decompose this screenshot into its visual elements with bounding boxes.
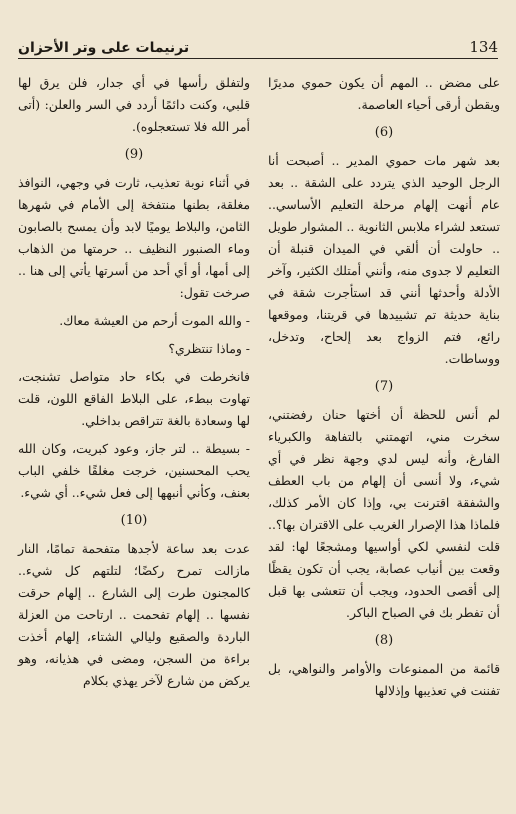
right-column bbox=[268, 72, 500, 806]
paragraph: ولتفلق رأسها في أي جدار، فلن يرق لها قلبي، وكنت دائمًا أردد في السر والعلن: (أتى أمر الله فلا تستعجلوه). bbox=[18, 75, 250, 134]
paragraph: - والله الموت أرحم من العيشة معاك. bbox=[59, 313, 250, 328]
paragraph: لم أنس للحظة أن أختها حنان رفضتني، سخرت مني، اتهمتني بالتفاهة والكبرياء الفارغ، وأنه ليس لدي وجهة نظر في أي شيء، ولا أنسى أن إلهام من باب العطف والشفقة اقترنت بي، وإذا كان الأمر كذلك، فلماذا هذا الإصرار الغريب على الاقتران بها؟.. قلت لنفسي لكي أواسيها ومشجعًا لها: لقد وقعت بين أنياب عصابة، يجب أن تكون يقظًا إلى أقصى الحدود، ويجب أن تتعشى بها قبل أن تفطر بك في الصباح الباكر. bbox=[268, 407, 500, 620]
left-column bbox=[18, 72, 250, 806]
paragraph: في أثناء نوبة تعذيب، ثارت في وجهي، النوافذ مغلقة، بطنها منتفخة إلى الأمام في شهرها الثامن، والبلاط يوميًا لابد وأن يمسح بالصابون وماء الصنبور النظيف .. حرمتها من الذهاب إلى أمها، أو أي أحد من أسرتها يأتي إلى هنا .. صرخت تقول: bbox=[18, 175, 250, 300]
paragraph: - بسيطة .. لتر جاز، وعود كبريت، وكان الله يحب المحسنين، خرجت مغلقًا خلفي الباب بعنف، وكأني أنبهها إلى فعل شيء.. أي شيء. bbox=[18, 441, 250, 500]
paragraph: فانخرطت في بكاء حاد متواصل تشنجت، تهاوت ببطء، على البلاط الفاقع اللون، قلت لها وسعادة بالغة تتراقص بداخلي. bbox=[18, 369, 250, 428]
section-number: (9) bbox=[124, 147, 144, 162]
book-title: ترنيمات على وتر الأحزان bbox=[18, 40, 190, 56]
page-number: 134 bbox=[469, 38, 498, 56]
paragraph: - وماذا تنتظري؟ bbox=[168, 341, 250, 356]
section-number: (6) bbox=[374, 125, 394, 140]
paragraph: قائمة من الممنوعات والأوامر والنواهي، بل تفننت في تعذيبها وإذلالها bbox=[268, 661, 500, 698]
paragraph: عدت بعد ساعة لأجدها متفحمة تمامًا، النار مازالت تمرح ركضًا؛ لتلتهم كل شيء.. كالمجنون طرت إلى الشارع .. إلهام حرقت نفسها .. إلهام تفحمت .. ارتاحت من العزلة الباردة والصقيع وليالي الشتاء، إلهام أخذت براءة من السجن، ومضى في هذيانه، وهو يركض من شارع لآخر يهذي بكلام bbox=[18, 541, 250, 688]
section-number: (10) bbox=[120, 513, 148, 528]
paragraph: على مضض .. المهم أن يكون حموي مديرًا ويقطن أرقى أحياء العاصمة. bbox=[268, 75, 500, 112]
section-number: (7) bbox=[374, 379, 394, 394]
section-number: (8) bbox=[374, 633, 394, 648]
paragraph: بعد شهر مات حموي المدير .. أصبحت أنا الرجل الوحيد الذي يتردد على الشقة .. بعد عام أنهت إلهام مرحلة التعليم الأساسي.. تستعد لشراء ملابس الثانوية .. المشوار طويل .. حاولت أن ألقي في الميدان قنبلة أن التعليم لا جدوى منه، وأنني أمتلك الكثير، وآخر الأدلة وأحدثها أنني قد استأجرت شقة في بناية حديثة تم تشييدها في قريتنا، وموقعها رائع، فتم الزواج بعد إلحاح، وتدخل، ووساطات. bbox=[268, 153, 500, 366]
text-columns bbox=[18, 72, 500, 806]
running-header bbox=[18, 34, 498, 59]
